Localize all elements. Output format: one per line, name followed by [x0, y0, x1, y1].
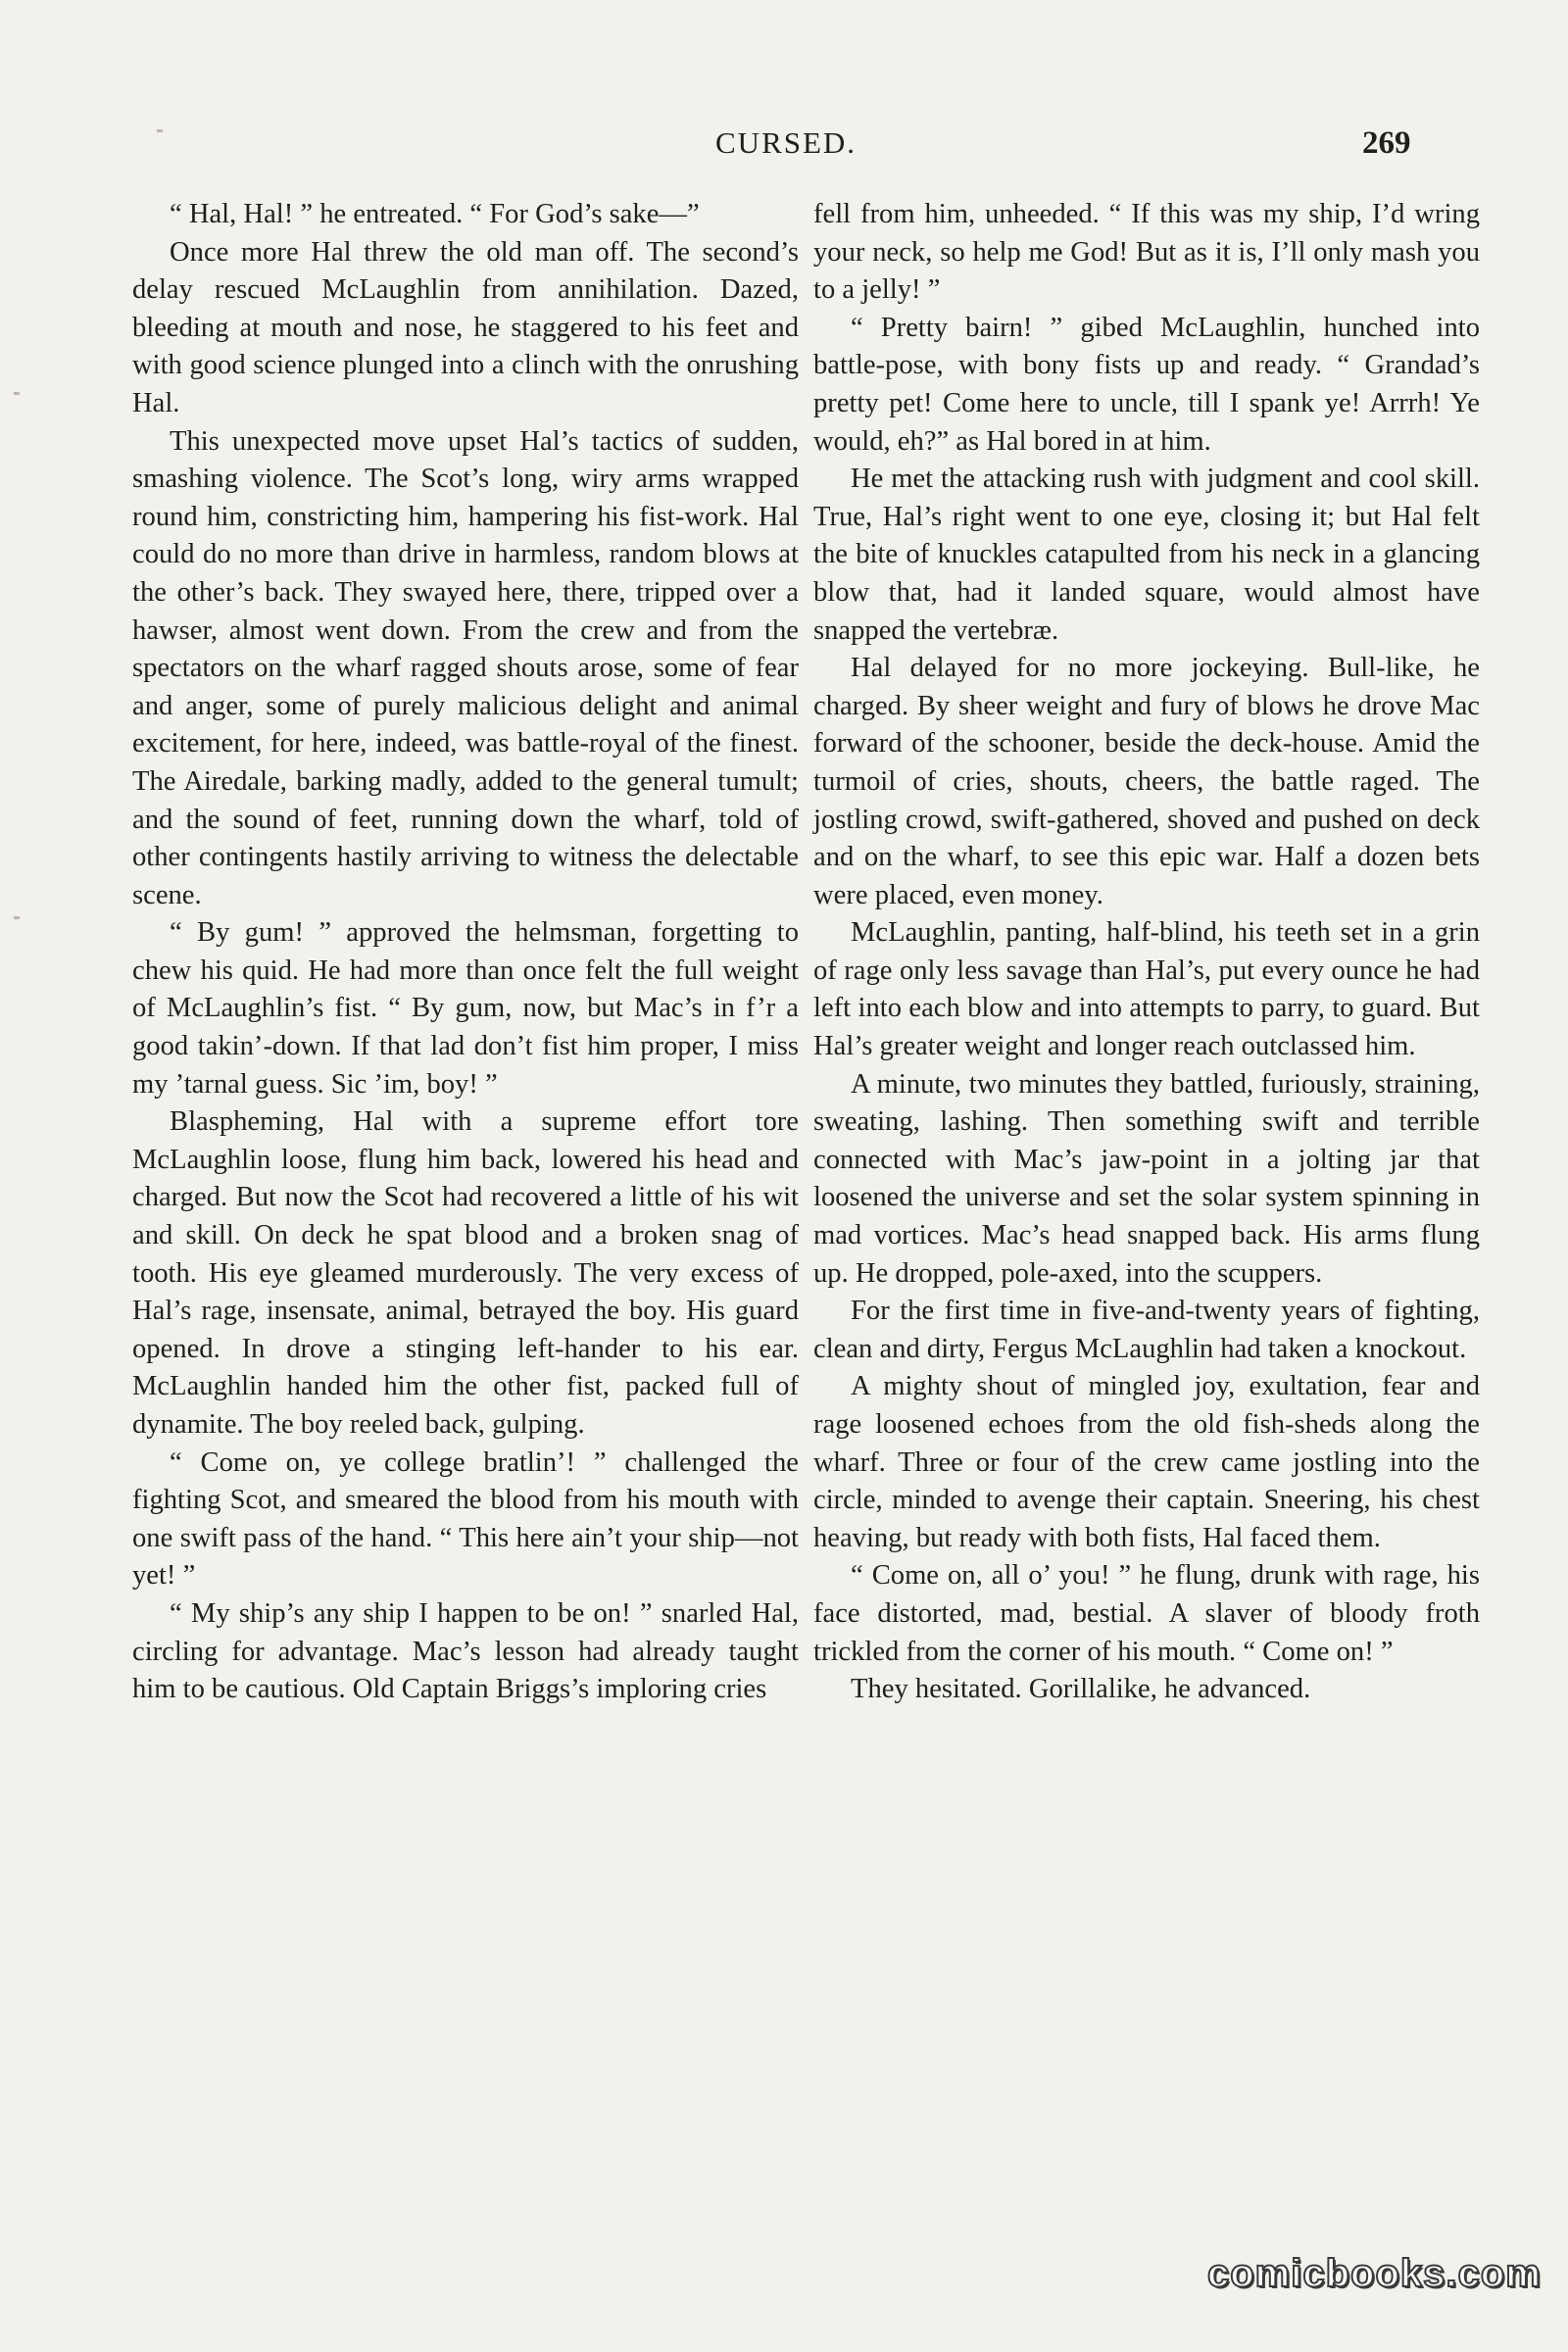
paragraph-continued: fell from him, unheeded. “ If this was my ship, I’d wring your neck, so help me God! But as it is, I’ll only mash you to a jelly! ”: [813, 199, 1480, 306]
paragraph: Hal delayed for no more jockeying. Bull-like, he charged. By sheer weight and fury of blows he drove Mac forward of the schooner, beside the deck-house. Amid the turmoil of cries, shouts, cheers, the battle raged. The jostling crowd, swift-gathered, shoved and pushed on deck and on the wharf, to see this epic war. Half a dozen bets were placed, even money.: [813, 653, 1480, 910]
running-head: CURSED.: [715, 125, 858, 160]
paragraph: He met the attacking rush with judgment and cool skill. True, Hal’s right went to one eye, closing it; but Hal felt the bite of knuckles catapulted from his neck in a glancing blow that, had it landed square, would almost have snapped the vertebræ.: [813, 464, 1480, 646]
paragraph: McLaughlin, panting, half-blind, his teeth set in a grin of rage only less savage than Hal’s, put every ounce he had left into each blow and into attempts to parry, to guard. But Hal’s greater weight and longer reach outclassed him.: [813, 917, 1480, 1062]
paragraph: This unexpected move upset Hal’s tactics of sudden, smashing violence. The Scot’s long, wiry arms wrapped round him, constricting him, hampering his fist-work. Hal could do no more than drive in harmless, random blows at the other’s back. They swayed here, there, tripped over a hawser, almost went down. From the crew and from the spectators on the wharf ragged shouts arose, some of fear and anger, some of purely malicious delight and animal excitement, for here, indeed, was battle-royal of the finest. The Airedale, barking madly, added to the general tumult; and the sound of feet, running down the wharf, told of other contingents hastily arriving to witness the delectable scene.: [132, 425, 799, 910]
paragraph: For the first time in five-and-twenty years of fighting, clean and dirty, Fergus McLaughlin had taken a knockout.: [813, 1296, 1480, 1364]
paragraph: “ Hal, Hal! ” he entreated. “ For God’s sake—”: [170, 199, 700, 229]
paragraph: They hesitated. Gorillalike, he advanced.: [851, 1674, 1311, 1705]
paragraph: Once more Hal threw the old man off. The second’s delay rescued McLaughlin from annihilation. Dazed, bleeding at mouth and nose, he staggered to his feet and with good science plunged into a clinch with the onrushing Hal.: [132, 236, 799, 418]
left-column: [132, 196, 799, 1709]
paragraph: A mighty shout of mingled joy, exultation, fear and rage loosened echoes from the old fish-sheds along the wharf. Three or four of the crew came jostling into the circle, minded to avenge their captain. Sneering, his chest heaving, but ready with both fists, Hal faced them.: [813, 1371, 1480, 1553]
paragraph: “ Come on, all o’ you! ” he flung, drunk with rage, his face distorted, mad, bestial. A slaver of bloody froth trickled from the corner of his mouth. “ Come on! ”: [813, 1560, 1480, 1667]
paragraph: “ My ship’s any ship I happen to be on! ” snarled Hal, circling for advantage. Mac’s lesson had already taught him to be cautious. Old Captain Briggs’s imploring cries: [132, 1597, 799, 1705]
paragraph: Blaspheming, Hal with a supreme effort tore McLaughlin loose, flung him back, lowered his head and charged. But now the Scot had recovered a little of his wit and skill. On deck he spat blood and a broken snag of tooth. His eye gleamed murderously. The very excess of Hal’s rage, insensate, animal, betrayed the boy. His guard opened. In drove a stinging left-hander to his ear. McLaughlin handed him the other fist, packed full of dynamite. The boy reeled back, gulping.: [132, 1106, 799, 1440]
margin-speck: [14, 916, 20, 919]
page-number: 269: [1362, 125, 1411, 161]
right-column: [813, 196, 1480, 1709]
margin-speck: [14, 392, 20, 395]
paragraph: “ Come on, ye college bratlin’! ” challenged the fighting Scot, and smeared the blood from his mouth with one swift pass of the hand. “ This here ain’t your ship—not yet! ”: [132, 1446, 799, 1592]
paragraph: “ By gum! ” approved the helmsman, forgetting to chew his quid. He had more than once felt the full weight of McLaughlin’s fist. “ By gum, now, but Mac’s in f’r a good takin’-down. If that lad don’t fist him proper, I miss my ’tarnal guess. Sic ’im, boy! ”: [132, 917, 799, 1100]
paragraph: A minute, two minutes they battled, furiously, straining, sweating, lashing. Then something swift and terrible connected with Mac’s jaw-point in a jolting jar that loosened the universe and set the solar system spinning in mad vortices. Mac’s head snapped back. His arms flung up. He dropped, pole-axed, into the scuppers.: [813, 1068, 1480, 1289]
page-header: [0, 125, 1568, 174]
watermark-logo: comicbooks.com: [1207, 2252, 1542, 2295]
paragraph: “ Pretty bairn! ” gibed McLaughlin, hunched into battle-pose, with bony fists up and ready. “ Grandad’s pretty pet! Come here to uncle, till I spank ye! Arrrh! Ye would, eh?” as Hal bored in at him.: [813, 312, 1480, 457]
